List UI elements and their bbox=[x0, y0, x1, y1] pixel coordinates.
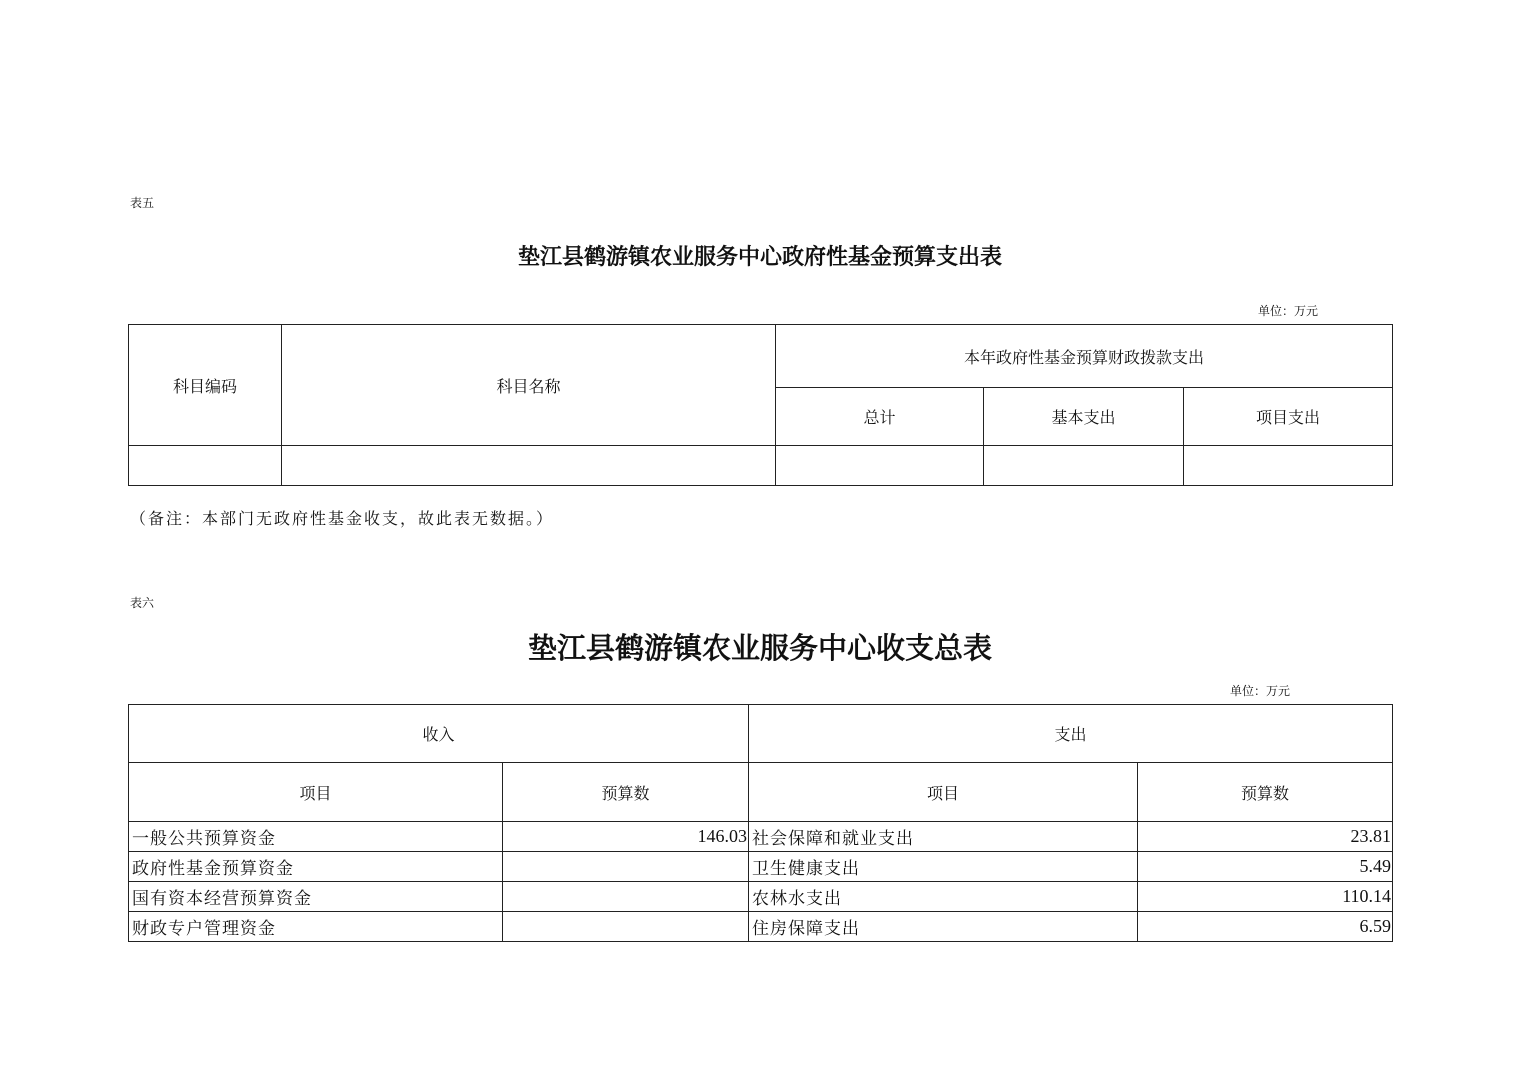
header-income: 收入 bbox=[129, 705, 749, 763]
header-fund-expense-group: 本年政府性基金预算财政拨款支出 bbox=[776, 325, 1393, 388]
header-expense-item: 项目 bbox=[749, 763, 1138, 822]
income-item: 政府性基金预算资金 bbox=[129, 852, 503, 882]
empty-cell bbox=[129, 446, 282, 486]
expense-item: 农林水支出 bbox=[749, 882, 1138, 912]
table-row bbox=[129, 822, 1393, 852]
header-basic-expense: 基本支出 bbox=[984, 388, 1184, 446]
expense-item: 卫生健康支出 bbox=[749, 852, 1138, 882]
income-value bbox=[503, 882, 749, 912]
table5 bbox=[128, 324, 1393, 486]
table5-title: 垫江县鹤游镇农业服务中心政府性基金预算支出表 bbox=[517, 244, 1002, 270]
income-value bbox=[503, 912, 749, 942]
table6-title: 垫江县鹤游镇农业服务中心收支总表 bbox=[527, 631, 992, 665]
expense-value: 23.81 bbox=[1138, 822, 1393, 852]
header-total: 总计 bbox=[776, 388, 984, 446]
table6-tag: 表六 bbox=[130, 596, 155, 610]
income-value: 146.03 bbox=[503, 822, 749, 852]
header-subject-code: 科目编码 bbox=[129, 325, 282, 446]
header-subject-name: 科目名称 bbox=[282, 325, 776, 446]
header-expense-budget: 预算数 bbox=[1138, 763, 1393, 822]
table6-unit: 单位：万元 bbox=[1230, 684, 1291, 698]
table-row bbox=[129, 852, 1393, 882]
expense-item: 住房保障支出 bbox=[749, 912, 1138, 942]
header-income-budget: 预算数 bbox=[503, 763, 749, 822]
table5-unit: 单位：万元 bbox=[1258, 304, 1319, 318]
income-item: 国有资本经营预算资金 bbox=[129, 882, 503, 912]
income-item: 财政专户管理资金 bbox=[129, 912, 503, 942]
expense-value: 110.14 bbox=[1138, 882, 1393, 912]
table-row bbox=[129, 912, 1393, 942]
expense-item: 社会保障和就业支出 bbox=[749, 822, 1138, 852]
empty-cell bbox=[282, 446, 776, 486]
empty-cell bbox=[776, 446, 984, 486]
table-row bbox=[129, 446, 1393, 486]
expense-value: 5.49 bbox=[1138, 852, 1393, 882]
table5-tag: 表五 bbox=[130, 196, 155, 210]
header-project-expense: 项目支出 bbox=[1184, 388, 1393, 446]
empty-cell bbox=[984, 446, 1184, 486]
table6 bbox=[128, 704, 1393, 942]
header-income-item: 项目 bbox=[129, 763, 503, 822]
expense-value: 6.59 bbox=[1138, 912, 1393, 942]
income-item: 一般公共预算资金 bbox=[129, 822, 503, 852]
table5-note: （备注：本部门无政府性基金收支，故此表无数据。） bbox=[130, 509, 555, 528]
income-value bbox=[503, 852, 749, 882]
table-row bbox=[129, 882, 1393, 912]
empty-cell bbox=[1184, 446, 1393, 486]
header-expense: 支出 bbox=[749, 705, 1393, 763]
